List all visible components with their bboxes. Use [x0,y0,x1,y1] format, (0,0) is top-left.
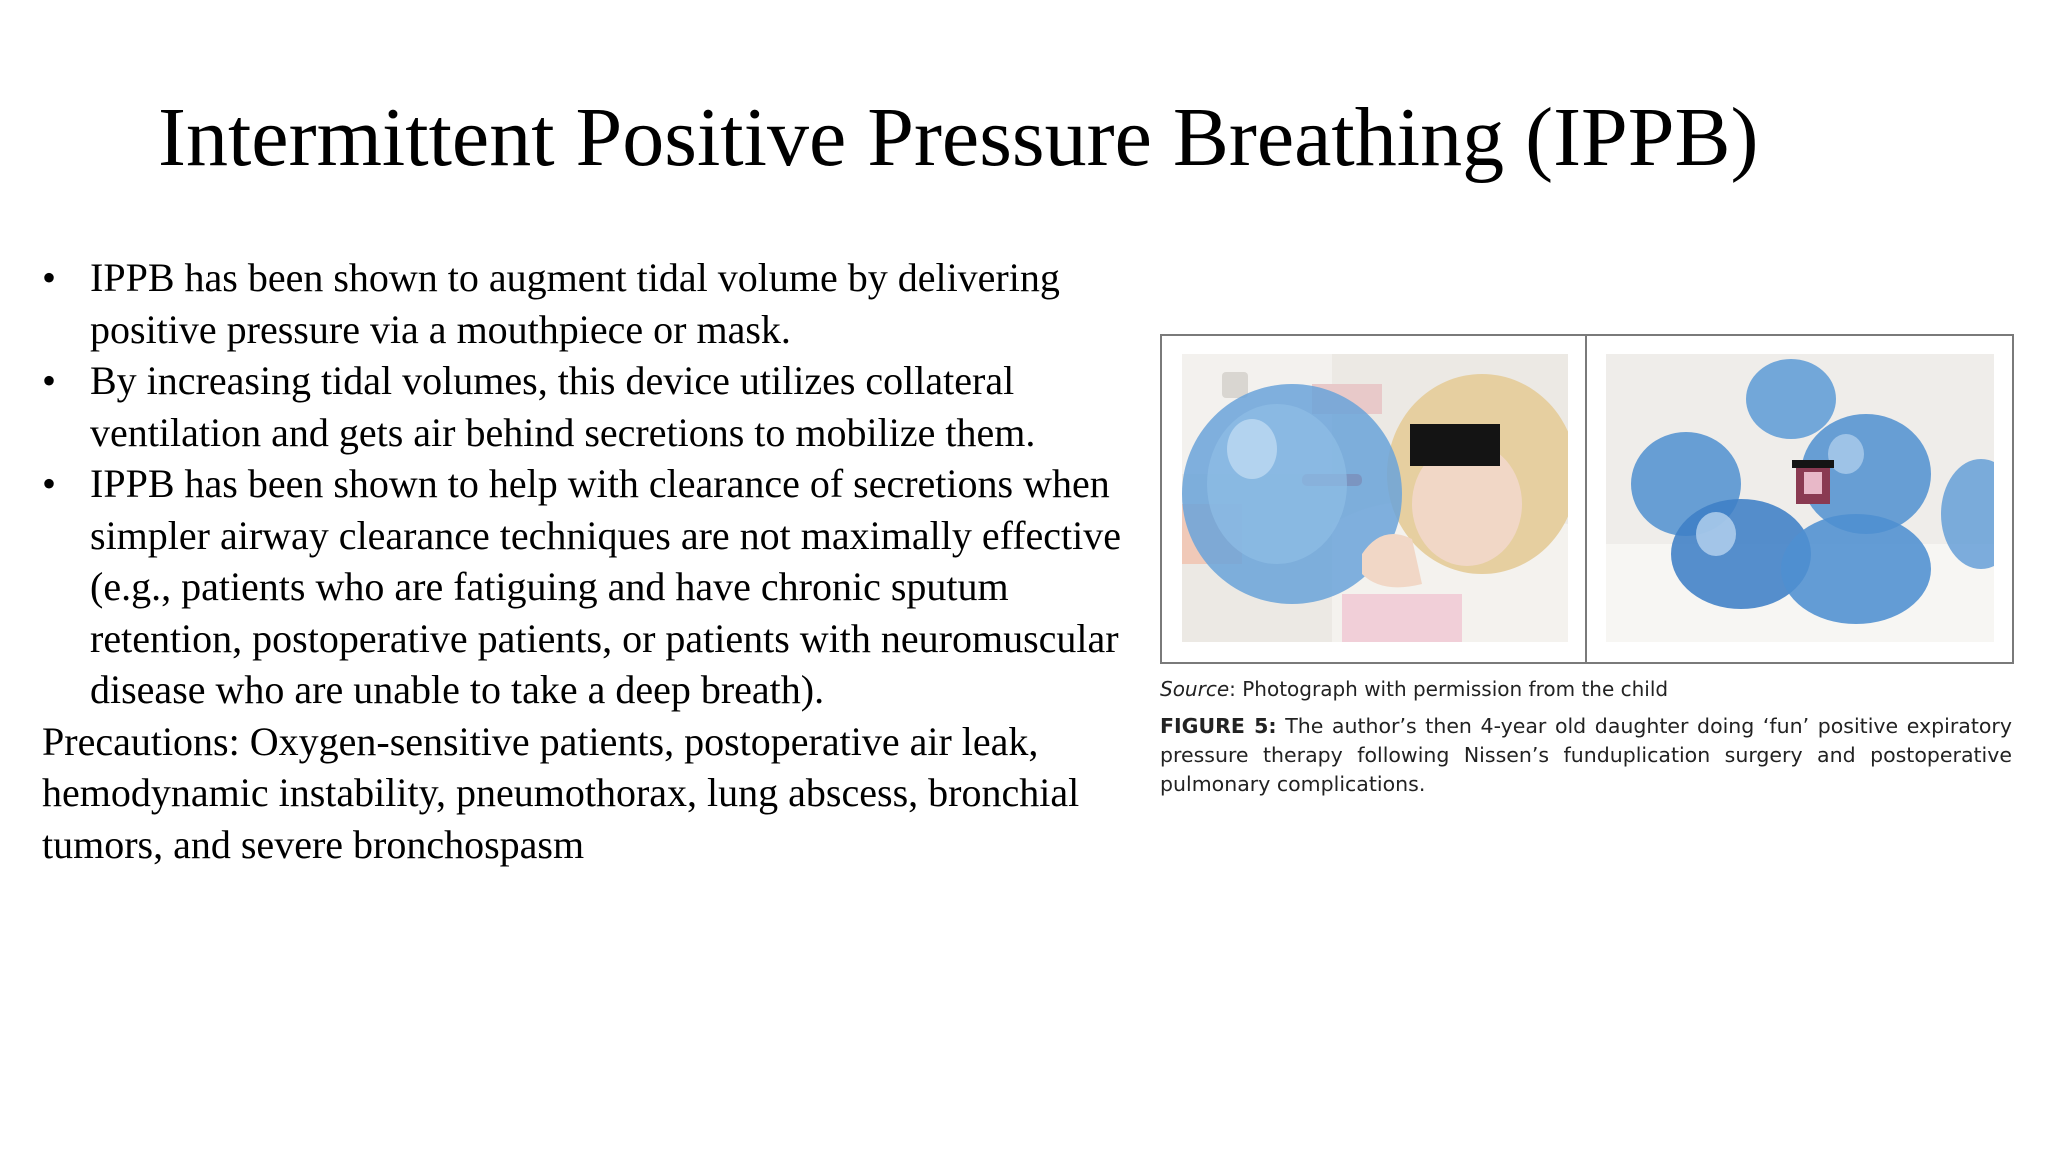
bullet-list [42,252,1122,716]
bullet-text: By increasing tidal volumes, this device utilizes collateral ventilation and gets air behind secretions to mobilize them. [90,358,1036,455]
bullet-text: IPPB has been shown to help with clearance of secretions when simpler airway clearance techniques are not maximally effective (e.g., patients who are fatiguing and have chronic sputum retention, postoperative patients, or patients with neuromuscular disease who are unable to take a deep breath). [90,461,1121,712]
figure-label: FIGURE 5: [1160,714,1277,738]
source-text: : Photograph with permission from the child [1229,677,1669,701]
bullet-icon: • [42,358,57,403]
figure-source-caption [1160,676,2012,702]
blue-balloons-photo [1606,354,1994,642]
bullet-text: IPPB has been shown to augment tidal volume by delivering positive pressure via a mouthpiece or mask. [90,255,1060,352]
figure-caption [1160,712,2012,799]
figure [1160,334,2012,799]
child-photo-illustration [1182,354,1568,642]
photo-frame [1160,334,2014,664]
bullet-icon: • [42,461,57,506]
figure-caption-text: The author’s then 4-year old daughter doing ‘fun’ positive expiratory pressure therapy following Nissen’s funduplication surgery and postoperative pulmonary complications. [1160,714,2012,796]
bullet-item [42,355,1122,458]
child-blowing-balloon-photo [1182,354,1568,642]
bullet-item [42,252,1122,355]
balloons-photo-illustration [1606,354,1994,642]
precautions-text: Precautions: Oxygen-sensitive patients, postoperative air leak, hemodynamic instability, pneumothorax, lung abscess, bronchial tumors, and severe bronchospasm [42,718,1080,867]
slide-title: Intermittent Positive Pressure Breathing (IPPB) [158,91,1759,184]
bullet-icon: • [42,255,57,300]
source-label: Source [1160,677,1230,701]
bullet-item [42,458,1122,716]
slide-body [42,252,1122,870]
photo-divider [1585,336,1587,662]
